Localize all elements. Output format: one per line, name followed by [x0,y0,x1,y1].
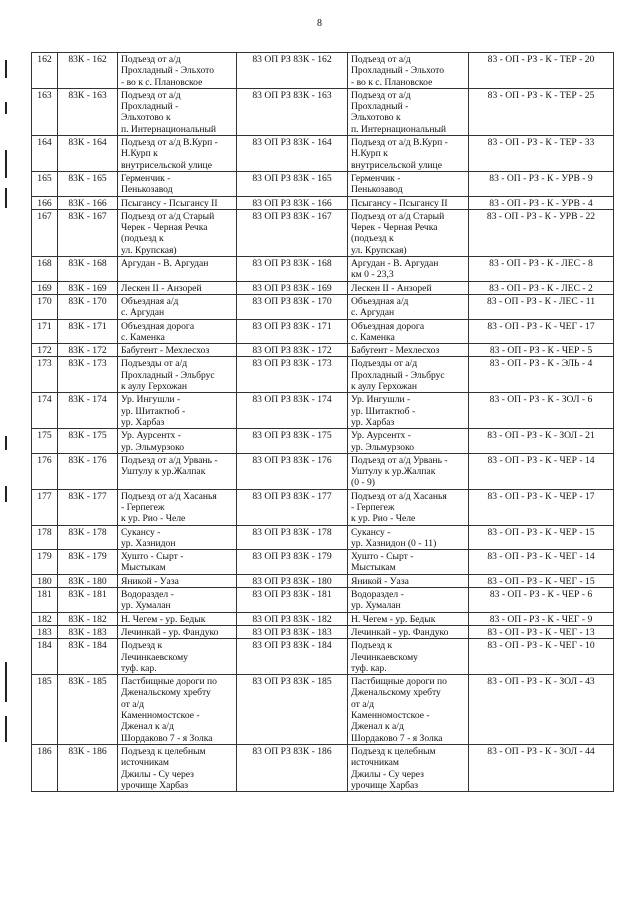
scan-margin-marks [0,0,14,905]
cell-code: 83К - 166 [58,196,118,209]
cell-identifier: 83 ОП РЗ 83К - 163 [237,88,348,135]
cell-identifier: 83 ОП РЗ 83К - 175 [237,429,348,454]
cell-identifier: 83 ОП РЗ 83К - 186 [237,744,348,791]
cell-code: 83К - 184 [58,639,118,675]
cell-registry-number: 83 - ОП - РЗ - К - ЧЕР - 6 [469,588,614,613]
cell-number: 182 [32,612,58,625]
cell-road-name-full: Сукансу - ур. Хазнидон (0 - 11) [348,525,469,550]
cell-road-name: Подъезд от а/д Прохладный - Эльхото - во к с. Плановское [118,53,237,89]
cell-identifier: 83 ОП РЗ 83К - 170 [237,294,348,319]
table-row [32,53,614,89]
cell-registry-number: 83 - ОП - РЗ - К - ЗОЛ - 21 [469,429,614,454]
table-row [32,525,614,550]
table-row [32,675,614,745]
cell-road-name-full: Герменчик - Пенькозавод [348,171,469,196]
cell-registry-number: 83 - ОП - РЗ - К - ЧЕГ - 17 [469,319,614,344]
cell-road-name: Лескен II - Анзорей [118,281,237,294]
cell-code: 83К - 164 [58,136,118,172]
table-row [32,196,614,209]
cell-number: 166 [32,196,58,209]
cell-code: 83К - 167 [58,209,118,256]
cell-road-name-full: Подъезд к Лечинкаевскому туф. кар. [348,639,469,675]
cell-number: 181 [32,588,58,613]
table-row [32,344,614,357]
cell-number: 175 [32,429,58,454]
cell-registry-number: 83 - ОП - РЗ - К - ЗОЛ - 44 [469,744,614,791]
table-row [32,612,614,625]
cell-number: 162 [32,53,58,89]
cell-registry-number: 83 - ОП - РЗ - К - ЧЕР - 17 [469,489,614,525]
cell-road-name: Герменчик - Пенькозавод [118,171,237,196]
cell-registry-number: 83 - ОП - РЗ - К - ЧЕГ - 10 [469,639,614,675]
cell-road-name: Подъезды от а/д Прохладный - Эльбрус к аулу Герхожан [118,357,237,393]
cell-road-name-full: Пастбищные дороги по Дженальскому хребту от а/д Каменномостское - Дженал к а/д Шордаково 7 - я Золка [348,675,469,745]
cell-identifier: 83 ОП РЗ 83К - 164 [237,136,348,172]
cell-registry-number: 83 - ОП - РЗ - К - ЧЕГ - 15 [469,574,614,587]
cell-road-name: Ур. Ингушли - ур. Шитактюб - ур. Харбаз [118,393,237,429]
cell-code: 83К - 183 [58,625,118,638]
cell-identifier: 83 ОП РЗ 83К - 184 [237,639,348,675]
cell-number: 168 [32,257,58,282]
cell-identifier: 83 ОП РЗ 83К - 168 [237,257,348,282]
cell-number: 163 [32,88,58,135]
roads-table-body [32,53,614,792]
cell-identifier: 83 ОП РЗ 83К - 181 [237,588,348,613]
cell-road-name: Подъезд от а/д Старый Черек - Черная Речка (подъезд к ул. Крупская) [118,209,237,256]
cell-number: 171 [32,319,58,344]
cell-identifier: 83 ОП РЗ 83К - 172 [237,344,348,357]
table-row [32,209,614,256]
cell-identifier: 83 ОП РЗ 83К - 165 [237,171,348,196]
cell-number: 186 [32,744,58,791]
cell-road-name: Аргудан - В. Аргудан [118,257,237,282]
cell-code: 83К - 171 [58,319,118,344]
cell-road-name-full: Лескен II - Анзорей [348,281,469,294]
cell-road-name: Подъезд от а/д Прохладный - Эльхотово к п. Интернациональный [118,88,237,135]
cell-road-name-full: Лечинкай - ур. Фандуко [348,625,469,638]
cell-code: 83К - 185 [58,675,118,745]
cell-number: 173 [32,357,58,393]
table-row [32,357,614,393]
table-row [32,429,614,454]
table-row [32,319,614,344]
cell-identifier: 83 ОП РЗ 83К - 174 [237,393,348,429]
cell-number: 170 [32,294,58,319]
cell-identifier: 83 ОП РЗ 83К - 169 [237,281,348,294]
cell-code: 83К - 162 [58,53,118,89]
cell-road-name: Подъезд от а/д Хасанья - Герпегеж к ур. Рио - Челе [118,489,237,525]
cell-number: 183 [32,625,58,638]
cell-identifier: 83 ОП РЗ 83К - 171 [237,319,348,344]
cell-road-name: Подъезд от а/д Урвань - Уштулу к ур.Жалпак [118,453,237,489]
cell-number: 178 [32,525,58,550]
cell-road-name-full: Бабугент - Мехлесхоз [348,344,469,357]
cell-road-name: Яникой - Уаза [118,574,237,587]
cell-identifier: 83 ОП РЗ 83К - 167 [237,209,348,256]
table-row [32,639,614,675]
table-row [32,625,614,638]
cell-road-name: Подъезд к целебным источникам Джилы - Су через урочище Харбаз [118,744,237,791]
cell-road-name-full: Ур. Аурсентх - ур. Эльмурзоко [348,429,469,454]
table-row [32,136,614,172]
cell-registry-number: 83 - ОП - РЗ - К - УРВ - 9 [469,171,614,196]
cell-road-name-full: Подъезд от а/д Старый Черек - Черная Речка (подъезд к ул. Крупская) [348,209,469,256]
cell-road-name: Объездная а/д с. Аргудан [118,294,237,319]
cell-number: 165 [32,171,58,196]
cell-registry-number: 83 - ОП - РЗ - К - ЧЕР - 5 [469,344,614,357]
table-row [32,393,614,429]
cell-road-name-full: Псыгансу - Псыгансу II [348,196,469,209]
table-row [32,453,614,489]
cell-registry-number: 83 - ОП - РЗ - К - ЧЕГ - 14 [469,550,614,575]
cell-road-name-full: Аргудан - В. Аргудан км 0 - 23,3 [348,257,469,282]
cell-road-name: Ур. Аурсентх - ур. Эльмурзоко [118,429,237,454]
page-number: 8 [317,18,322,29]
cell-road-name-full: Объездная а/д с. Аргудан [348,294,469,319]
roads-table [31,52,614,792]
cell-code: 83К - 179 [58,550,118,575]
cell-identifier: 83 ОП РЗ 83К - 178 [237,525,348,550]
cell-number: 177 [32,489,58,525]
cell-road-name: Лечинкай - ур. Фандуко [118,625,237,638]
cell-road-name: Сукансу - ур. Хазнидон [118,525,237,550]
table-row [32,281,614,294]
cell-code: 83К - 182 [58,612,118,625]
cell-number: 169 [32,281,58,294]
table-row [32,489,614,525]
cell-identifier: 83 ОП РЗ 83К - 176 [237,453,348,489]
cell-registry-number: 83 - ОП - РЗ - К - ЧЕГ - 13 [469,625,614,638]
cell-road-name: Хушто - Сырт - Мыстыкам [118,550,237,575]
cell-road-name-full: Подъезд от а/д Урвань - Уштулу к ур.Жалпак (0 - 9) [348,453,469,489]
cell-identifier: 83 ОП РЗ 83К - 182 [237,612,348,625]
cell-road-name-full: Н. Чегем - ур. Бедык [348,612,469,625]
table-row [32,88,614,135]
cell-road-name-full: Объездная дорога с. Каменка [348,319,469,344]
cell-identifier: 83 ОП РЗ 83К - 166 [237,196,348,209]
table-row [32,574,614,587]
cell-road-name-full: Подъезды от а/д Прохладный - Эльбрус к аулу Герхожан [348,357,469,393]
cell-code: 83К - 163 [58,88,118,135]
cell-registry-number: 83 - ОП - РЗ - К - ЗОЛ - 6 [469,393,614,429]
cell-code: 83К - 169 [58,281,118,294]
cell-registry-number: 83 - ОП - РЗ - К - ТЕР - 25 [469,88,614,135]
cell-number: 174 [32,393,58,429]
cell-registry-number: 83 - ОП - РЗ - К - ЛЕС - 2 [469,281,614,294]
cell-registry-number: 83 - ОП - РЗ - К - ТЕР - 20 [469,53,614,89]
cell-road-name-full: Подъезд от а/д Хасанья - Герпегеж к ур. Рио - Челе [348,489,469,525]
cell-code: 83К - 178 [58,525,118,550]
cell-number: 179 [32,550,58,575]
cell-road-name-full: Хушто - Сырт - Мыстыкам [348,550,469,575]
table-row [32,171,614,196]
cell-number: 176 [32,453,58,489]
cell-registry-number: 83 - ОП - РЗ - К - ЧЕГ - 9 [469,612,614,625]
cell-code: 83К - 172 [58,344,118,357]
cell-registry-number: 83 - ОП - РЗ - К - ЛЕС - 11 [469,294,614,319]
cell-road-name-full: Подъезд от а/д Прохладный - Эльхото - во к с. Плановское [348,53,469,89]
cell-registry-number: 83 - ОП - РЗ - К - ЛЕС - 8 [469,257,614,282]
cell-road-name: Водораздел - ур. Хумалан [118,588,237,613]
cell-road-name: Подъезд к Лечинкаевскому туф. кар. [118,639,237,675]
table-row [32,588,614,613]
cell-identifier: 83 ОП РЗ 83К - 185 [237,675,348,745]
cell-code: 83К - 175 [58,429,118,454]
cell-number: 184 [32,639,58,675]
cell-code: 83К - 180 [58,574,118,587]
cell-code: 83К - 165 [58,171,118,196]
cell-identifier: 83 ОП РЗ 83К - 173 [237,357,348,393]
table-row [32,744,614,791]
cell-road-name: Бабугент - Мехлесхоз [118,344,237,357]
cell-road-name-full: Яникой - Уаза [348,574,469,587]
cell-number: 167 [32,209,58,256]
cell-road-name-full: Водораздел - ур. Хумалан [348,588,469,613]
cell-registry-number: 83 - ОП - РЗ - К - ЗОЛ - 43 [469,675,614,745]
cell-registry-number: 83 - ОП - РЗ - К - ЭЛЬ - 4 [469,357,614,393]
cell-code: 83К - 173 [58,357,118,393]
cell-road-name-full: Подъезд от а/д В.Курп - Н.Курп к внутрисельской улице [348,136,469,172]
table-row [32,257,614,282]
cell-registry-number: 83 - ОП - РЗ - К - УРВ - 4 [469,196,614,209]
cell-road-name: Объездная дорога с. Каменка [118,319,237,344]
cell-number: 164 [32,136,58,172]
cell-code: 83К - 174 [58,393,118,429]
cell-road-name-full: Подъезд от а/д Прохладный - Эльхотово к п. Интернациональный [348,88,469,135]
cell-registry-number: 83 - ОП - РЗ - К - ЧЕР - 14 [469,453,614,489]
cell-code: 83К - 176 [58,453,118,489]
cell-registry-number: 83 - ОП - РЗ - К - ТЕР - 33 [469,136,614,172]
cell-identifier: 83 ОП РЗ 83К - 177 [237,489,348,525]
cell-identifier: 83 ОП РЗ 83К - 183 [237,625,348,638]
table-row [32,550,614,575]
table-row [32,294,614,319]
cell-road-name-full: Подъезд к целебным источникам Джилы - Су через урочище Харбаз [348,744,469,791]
cell-code: 83К - 181 [58,588,118,613]
cell-identifier: 83 ОП РЗ 83К - 179 [237,550,348,575]
cell-road-name: Пастбищные дороги по Дженальскому хребту от а/д Каменномостское - Дженал к а/д Шордаково 7 - я Золка [118,675,237,745]
cell-road-name: Псыгансу - Псыгансу II [118,196,237,209]
cell-registry-number: 83 - ОП - РЗ - К - УРВ - 22 [469,209,614,256]
cell-number: 172 [32,344,58,357]
cell-number: 185 [32,675,58,745]
cell-number: 180 [32,574,58,587]
cell-road-name: Подъезд от а/д В.Курп - Н.Курп к внутрисельской улице [118,136,237,172]
cell-road-name-full: Ур. Ингушли - ур. Шитактюб - ур. Харбаз [348,393,469,429]
cell-code: 83К - 168 [58,257,118,282]
cell-road-name: Н. Чегем - ур. Бедык [118,612,237,625]
cell-code: 83К - 186 [58,744,118,791]
cell-identifier: 83 ОП РЗ 83К - 180 [237,574,348,587]
cell-code: 83К - 177 [58,489,118,525]
cell-registry-number: 83 - ОП - РЗ - К - ЧЕР - 15 [469,525,614,550]
cell-identifier: 83 ОП РЗ 83К - 162 [237,53,348,89]
cell-code: 83К - 170 [58,294,118,319]
